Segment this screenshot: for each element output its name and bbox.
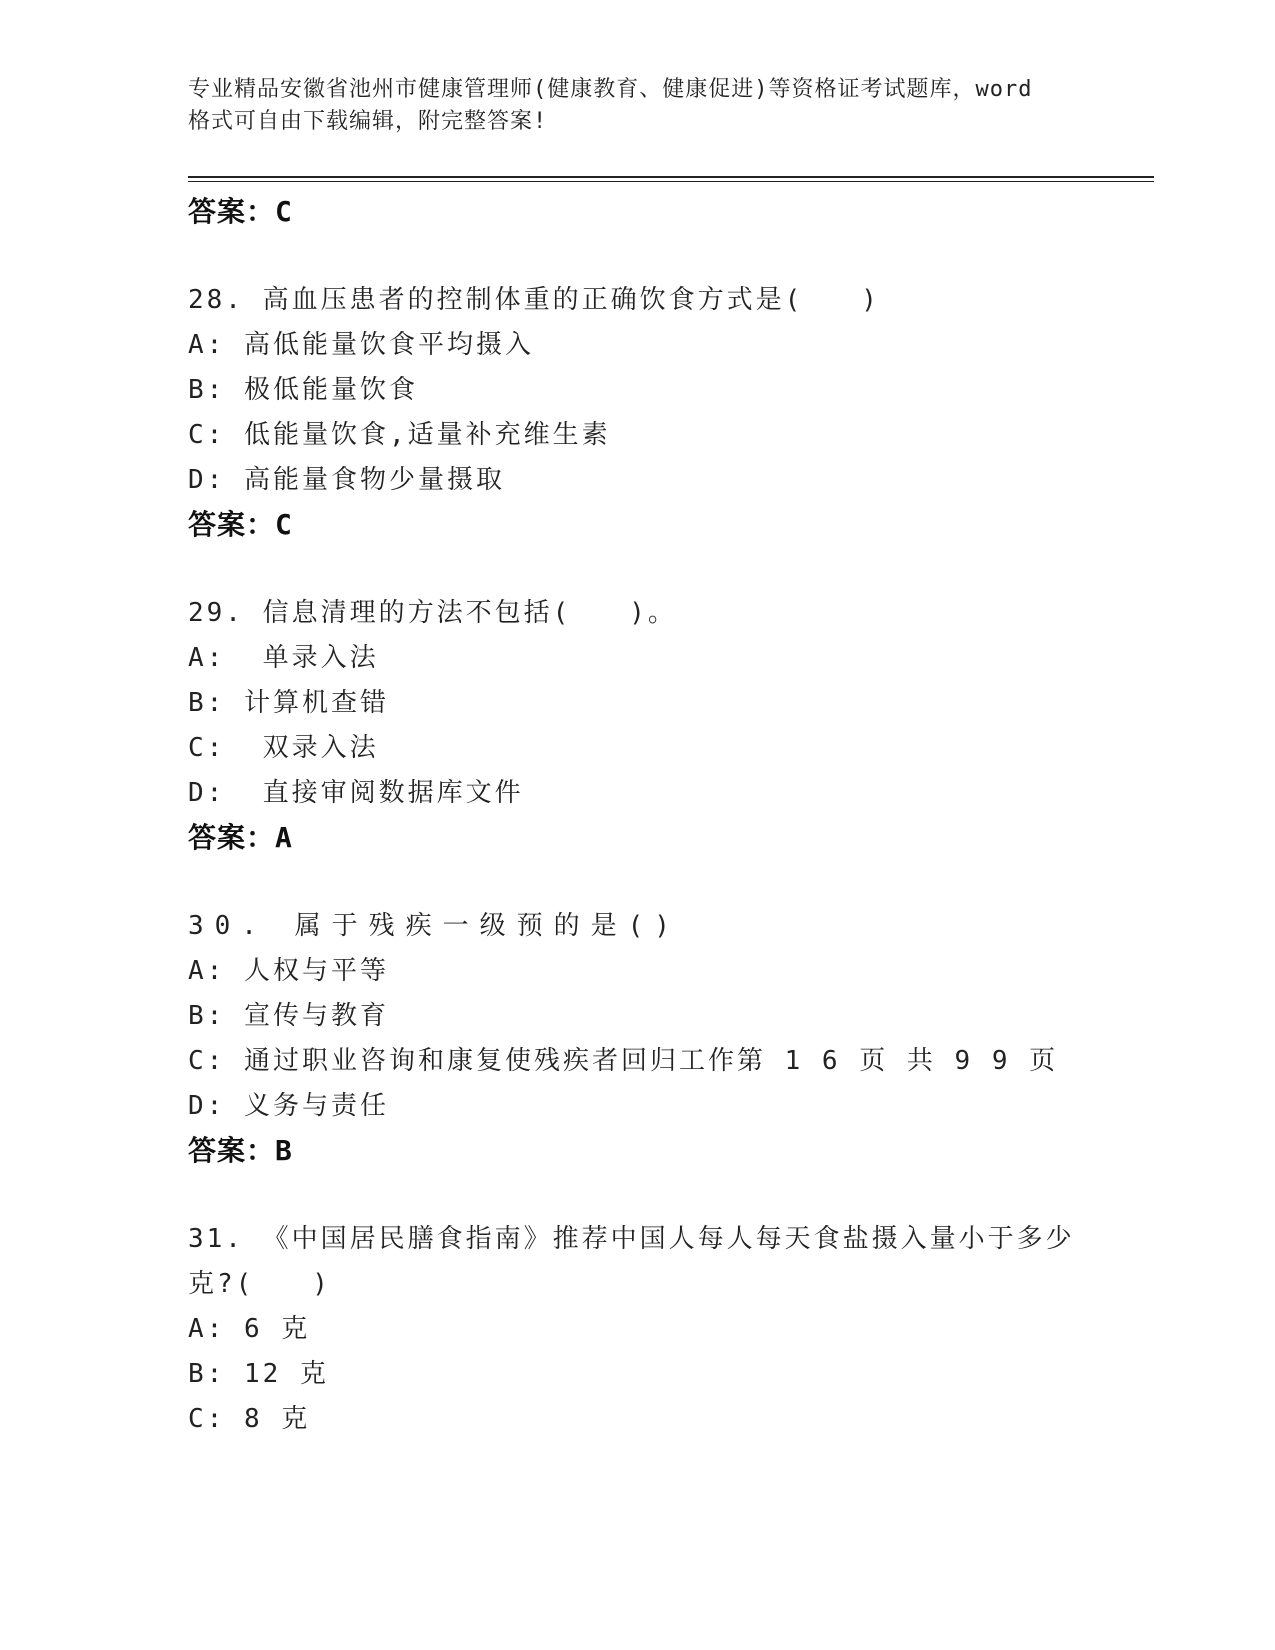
answer-value: A bbox=[275, 821, 293, 854]
spacer bbox=[188, 1173, 1088, 1217]
answer-label: 答案： bbox=[188, 821, 276, 854]
answer-line bbox=[188, 503, 1088, 547]
option-b: B: 极低能量饮食 bbox=[188, 375, 418, 405]
option-b: B: 12 克 bbox=[188, 1359, 329, 1389]
spacer bbox=[188, 234, 1088, 278]
header-line-1: 专业精品安徽省池州市健康管理师(健康教育、健康促进)等资格证考试题库，word bbox=[188, 77, 1033, 102]
option-c: C: 通过职业咨询和康复使残疾者回归工作第 1 6 页 共 9 9 页 bbox=[188, 1046, 1059, 1076]
answer-line bbox=[188, 816, 1088, 860]
option-d: D: 直接审阅数据库文件 bbox=[188, 778, 524, 808]
answer-label: 答案： bbox=[188, 195, 276, 228]
option-b: B: 计算机查错 bbox=[188, 688, 389, 718]
option-a: A: 人权与平等 bbox=[188, 956, 389, 986]
question-text: 29. 信息清理的方法不包括( )。 bbox=[188, 598, 677, 628]
header-divider bbox=[188, 176, 1154, 178]
option-a: A: 单录入法 bbox=[188, 643, 379, 673]
spacer bbox=[188, 547, 1088, 591]
page-header bbox=[188, 74, 1088, 138]
option-c: C: 双录入法 bbox=[188, 733, 379, 763]
question-list bbox=[188, 190, 1088, 1442]
question-block bbox=[188, 1217, 1088, 1442]
answer-value: C bbox=[275, 195, 293, 228]
option-a: A: 高低能量饮食平均摄入 bbox=[188, 330, 534, 360]
question-text: 31. 《中国居民膳食指南》推荐中国人每人每天食盐摄入量小于多少 bbox=[188, 1224, 1075, 1254]
question-block bbox=[188, 904, 1088, 1173]
header-divider-thin bbox=[188, 181, 1154, 182]
question-block bbox=[188, 591, 1088, 860]
option-d: D: 高能量食物少量摄取 bbox=[188, 465, 505, 495]
answer-value: B bbox=[275, 1134, 293, 1167]
option-a: A: 6 克 bbox=[188, 1314, 311, 1344]
option-c: C: 低能量饮食,适量补充维生素 bbox=[188, 420, 611, 450]
answer-label: 答案： bbox=[188, 1134, 276, 1167]
question-block bbox=[188, 278, 1088, 547]
question-text: 28. 高血压患者的控制体重的正确饮食方式是( ) bbox=[188, 285, 880, 315]
option-c: C: 8 克 bbox=[188, 1404, 311, 1434]
answer-label: 答案： bbox=[188, 508, 276, 541]
option-b: B: 宣传与教育 bbox=[188, 1001, 389, 1031]
option-d: D: 义务与责任 bbox=[188, 1091, 389, 1121]
answer-line bbox=[188, 190, 1088, 234]
answer-line bbox=[188, 1129, 1088, 1173]
header-line-2: 格式可自由下载编辑，附完整答案! bbox=[188, 109, 548, 134]
question-text-continued: 克?( ) bbox=[188, 1269, 331, 1299]
question-text: 30. 属于残疾一级预的是() bbox=[188, 911, 681, 941]
answer-value: C bbox=[275, 508, 293, 541]
spacer bbox=[188, 860, 1088, 904]
